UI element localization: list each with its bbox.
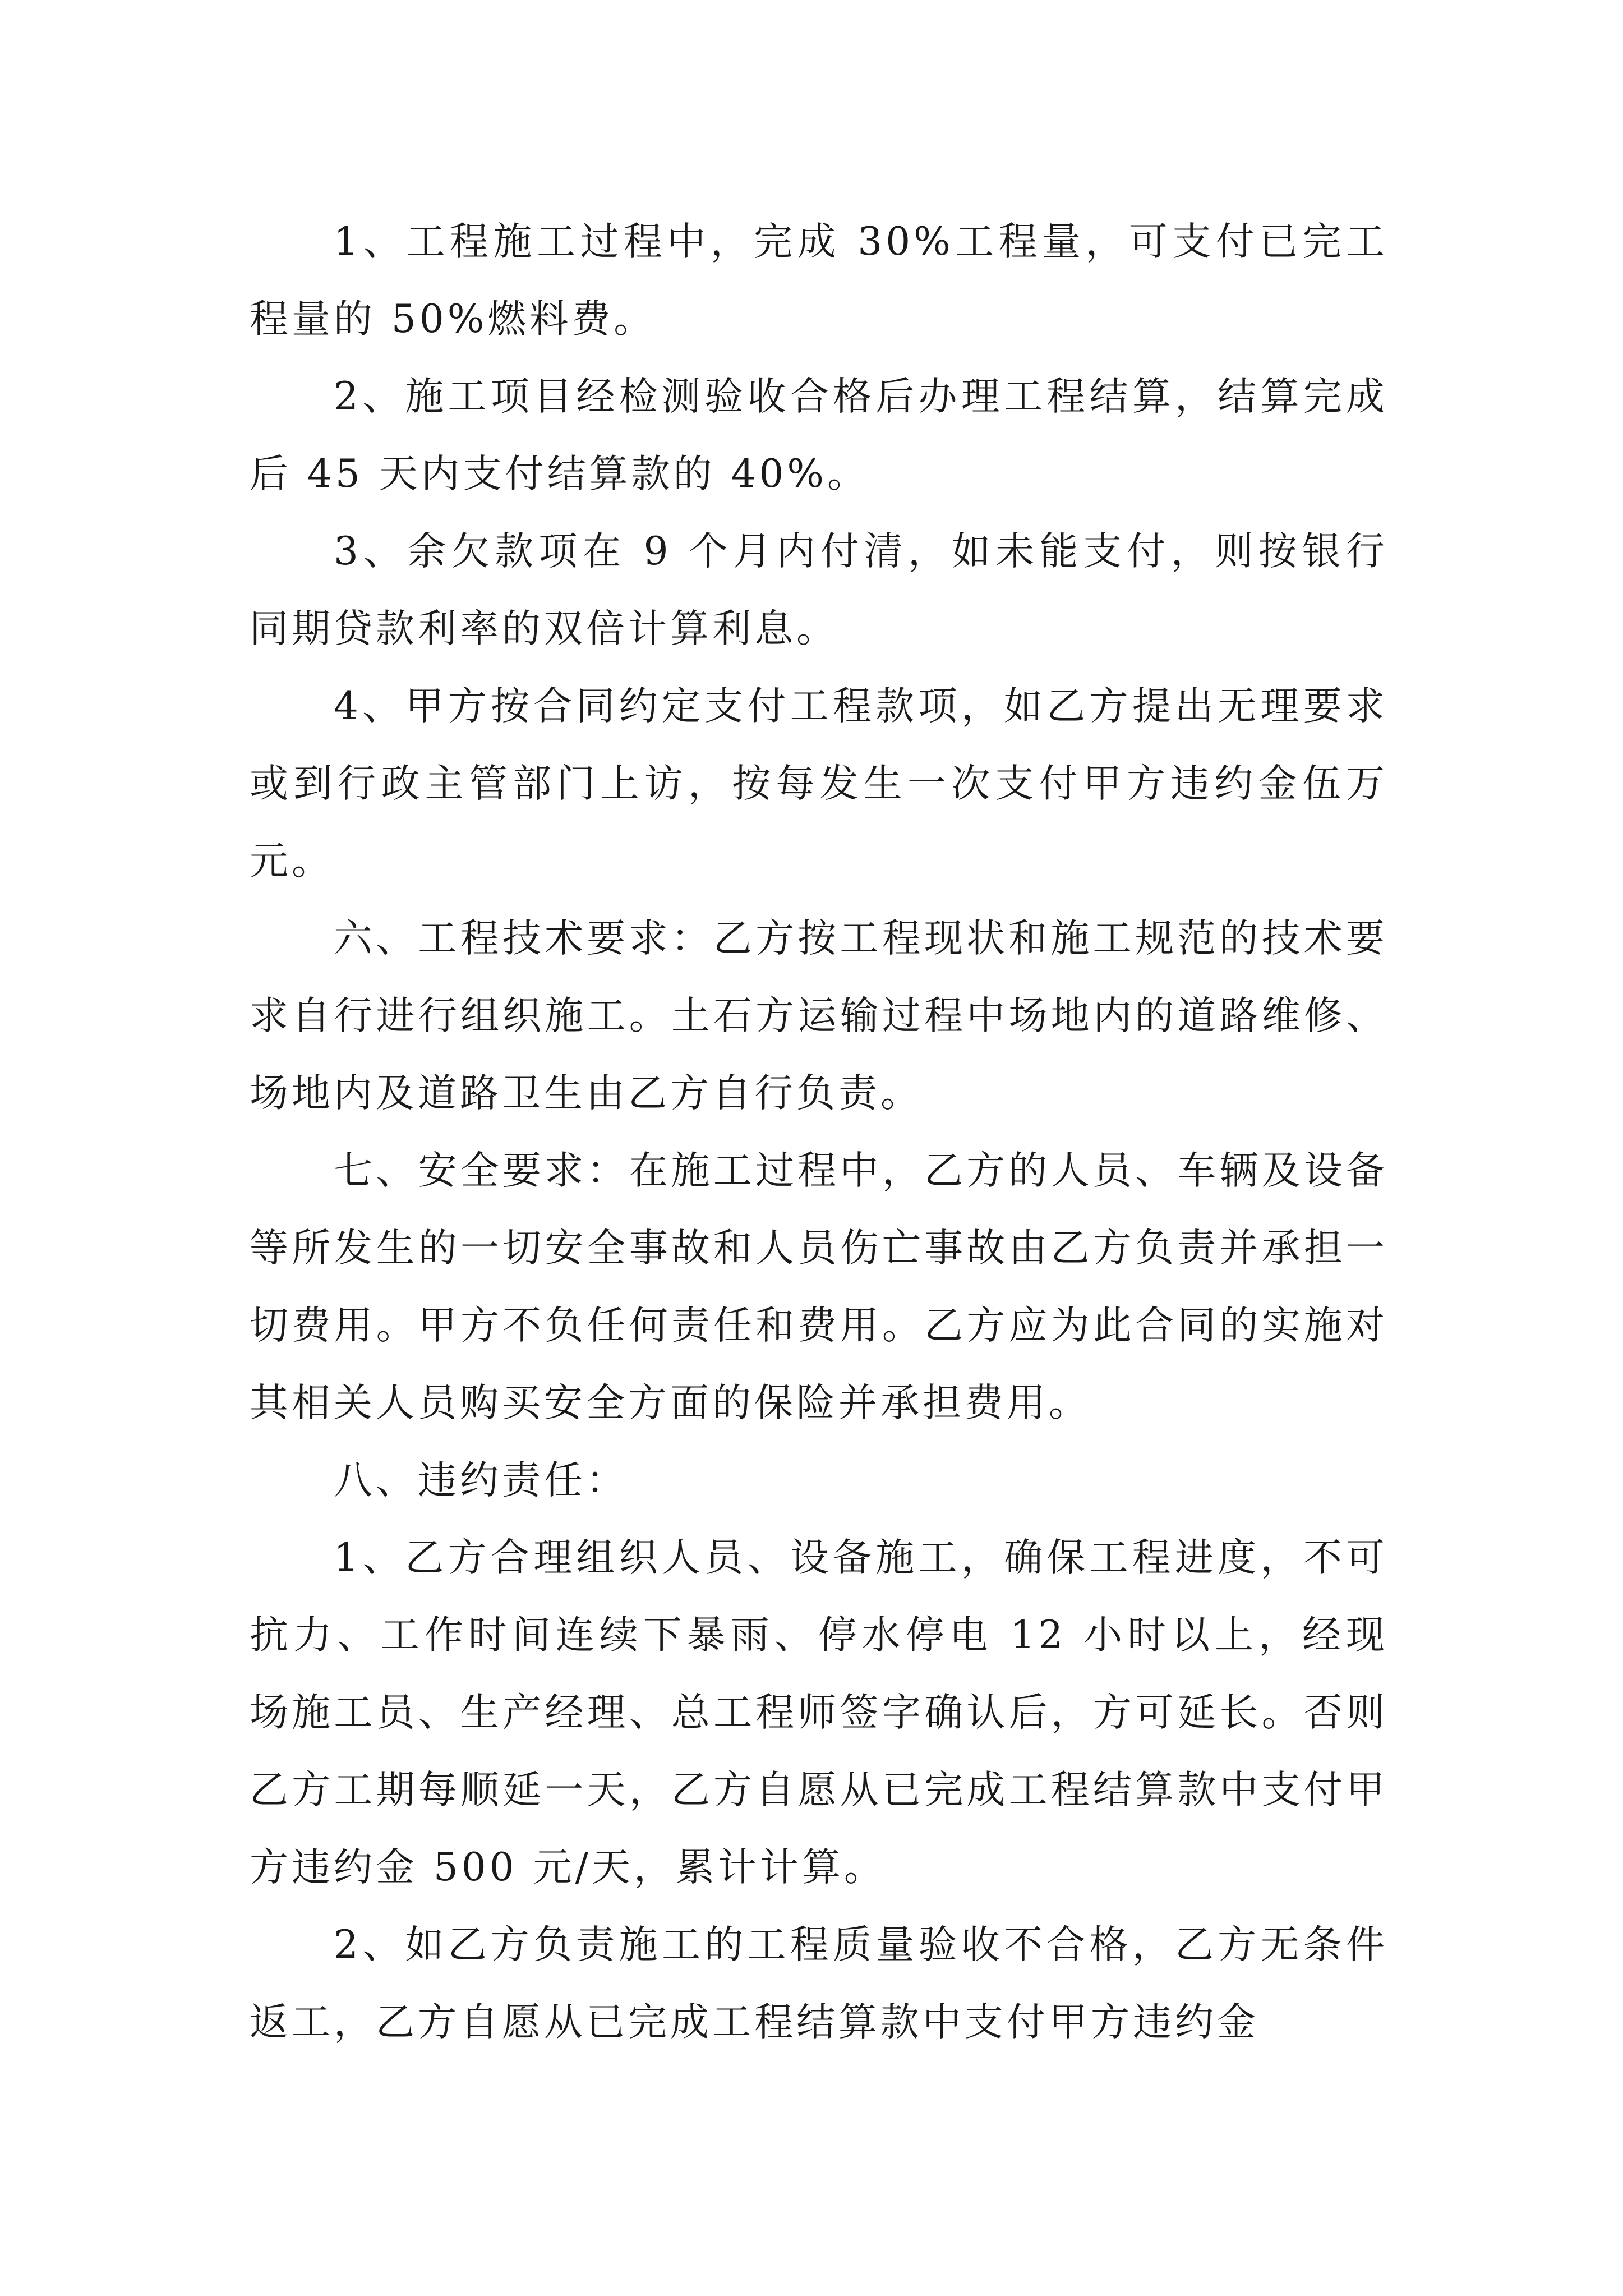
paragraph-technical-requirements: 六、工程技术要求：乙方按工程现状和施工规范的技术要求自行进行组织施工。土石方运输过程中场地内的道路维修、场地内及道路卫生由乙方自行负责。 — [250, 916, 1388, 1116]
paragraph-safety-requirements: 七、安全要求：在施工过程中，乙方的人员、车辆及设备等所发生的一切安全事故和人员伤亡事故由乙方负责并承担一切费用。甲方不负任何责任和费用。乙方应为此合同的实施对其相关人员购买安全方面的保险并承担费用。 — [250, 1148, 1388, 1425]
heading-breach-liability: 八、违约责任： — [334, 1458, 628, 1503]
paragraph-payment-1: 1、工程施工过程中，完成 30%工程量，可支付已完工程量的 50%燃料费。 — [250, 219, 1388, 342]
paragraph-payment-2: 2、施工项目经检测验收合格后办理工程结算，结算完成后 45 天内支付结算款的 40%。 — [250, 374, 1388, 496]
paragraph-breach-1: 1、乙方合理组织人员、设备施工，确保工程进度，不可抗力、工作时间连续下暴雨、停水停电 12 小时以上，经现场施工员、生产经理、总工程师签字确认后，方可延长。否则乙方工期每顺延一天，乙方自愿从已完成工程结算款中支付甲方违约金 500 元/天，累计计算。 — [250, 1535, 1388, 1890]
document-body — [250, 203, 1388, 2061]
paragraph-breach-2: 2、如乙方负责施工的工程质量验收不合格，乙方无条件返工，乙方自愿从已完成工程结算款中支付甲方违约金 — [250, 1922, 1388, 2045]
paragraph-payment-3: 3、余欠款项在 9 个月内付清，如未能支付，则按银行同期贷款利率的双倍计算利息。 — [250, 529, 1388, 651]
paragraph-payment-4: 4、甲方按合同约定支付工程款项，如乙方提出无理要求或到行政主管部门上访，按每发生一次支付甲方违约金伍万元。 — [250, 684, 1388, 884]
